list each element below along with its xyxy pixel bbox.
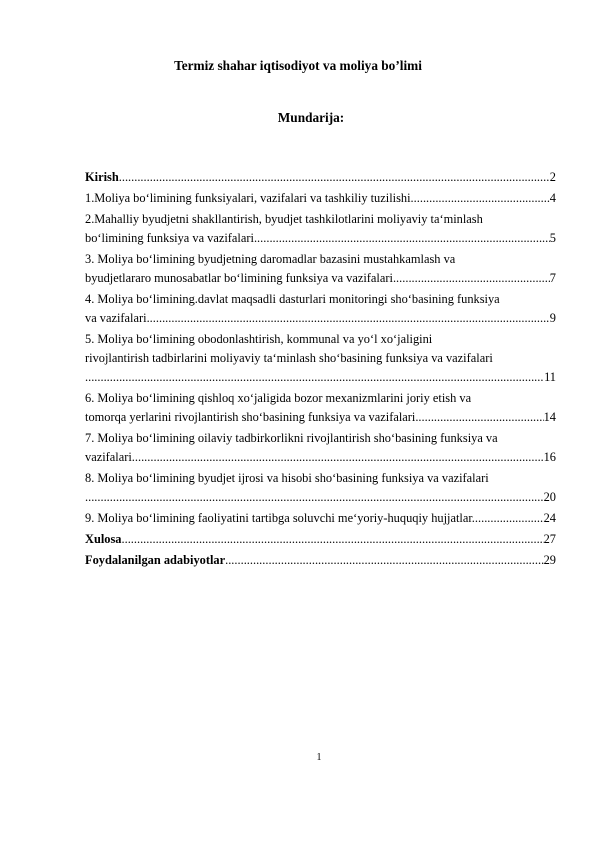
toc-entry[interactable]	[85, 389, 556, 427]
toc-entry[interactable]	[85, 429, 556, 467]
toc-entry-line: 8. Moliya bo‘limining byudjet ijrosi va hisobi sho‘basining funksiya va vazifalari	[85, 471, 489, 485]
toc-entry[interactable]	[85, 168, 556, 187]
toc-entry-leader-line	[85, 551, 556, 570]
toc-entry-title	[85, 309, 550, 328]
toc-page-number: 29	[543, 553, 556, 567]
page-number: 1	[316, 752, 322, 763]
toc-entry-title	[85, 269, 550, 288]
toc-entry-leader-line	[85, 189, 556, 208]
toc-entry-title	[85, 551, 544, 570]
toc-entry-text: 9. Moliya bo‘limining faoliyatini tartibga soluvchi me‘yoriy-huquqiy hujjatlar.	[85, 511, 475, 525]
toc-entry-leader-line	[85, 269, 556, 288]
toc-entry-title	[85, 408, 544, 427]
toc-entry[interactable]	[85, 210, 556, 248]
toc-entry-title	[85, 229, 550, 248]
toc-entry[interactable]	[85, 469, 556, 507]
toc-entry-leader-line	[85, 448, 556, 467]
toc-page-number: 24	[543, 511, 556, 525]
toc-page-number: 14	[543, 410, 556, 424]
toc-entry[interactable]	[85, 530, 556, 549]
toc-entry-line: 7. Moliya bo‘limining oilaviy tadbirkorlikni rivojlantirish sho‘basining funksiya va	[85, 431, 498, 445]
toc-page-number: 11	[544, 370, 556, 384]
toc-entry[interactable]	[85, 189, 556, 208]
toc-entry-line: 6. Moliya bo‘limining qishloq xo‘jaligida bozor mexanizmlarini joriy etish va	[85, 391, 472, 405]
toc-entry-line: 3. Moliya bo‘limining byudjetning daromadlar bazasini mustahkamlash va	[85, 252, 456, 266]
toc-entry-leader-line	[85, 368, 556, 387]
toc-entry-title	[85, 509, 544, 528]
toc-entry-line: 4. Moliya bo‘limining.davlat maqsadli dasturlari monitoringi sho‘basining funksiya	[85, 292, 500, 306]
toc-entry-text: Kirish	[85, 170, 119, 184]
toc-page-number: 2	[549, 170, 556, 184]
toc-page-number: 5	[549, 231, 556, 245]
toc-entry-line: rivojlantirish tadbirlarini moliyaviy ta‘minlash sho‘basining funksiya va vazifalari	[85, 351, 493, 365]
toc-entry-line: 2.Mahalliy byudjetni shakllantirish, byudjet tashkilotlarini moliyaviy ta‘minlash	[85, 212, 483, 226]
toc-entry[interactable]	[85, 509, 556, 528]
toc-entry-text: bo‘limining funksiya va vazifalari	[85, 231, 254, 245]
table-of-contents	[85, 168, 556, 572]
toc-entry-title	[85, 488, 544, 507]
toc-entry-text: byudjetlararo munosabatlar bo‘limining funksiya va vazifalari	[85, 271, 393, 285]
document-title: Termiz shahar iqtisodiyot va moliya bo’limi	[174, 58, 422, 73]
toc-entry-text: tomorqa yerlarini rivojlantirish sho‘basining funksiya va vazifalari.	[85, 410, 419, 424]
toc-entry-text: Xulosa	[85, 532, 122, 546]
toc-entry-leader-line	[85, 309, 556, 328]
toc-entry-leader-line	[85, 168, 556, 187]
toc-page-number: 27	[543, 532, 556, 546]
toc-entry[interactable]	[85, 551, 556, 570]
toc-entry-leader-line	[85, 509, 556, 528]
toc-page-number: 7	[549, 271, 556, 285]
toc-entry-title	[85, 189, 550, 208]
toc-entry-title	[85, 168, 550, 187]
toc-page-number: 4	[549, 191, 556, 205]
toc-entry-title	[85, 448, 544, 467]
toc-entry-leader-line	[85, 488, 556, 507]
toc-entry-title	[85, 368, 544, 387]
toc-entry-line: 5. Moliya bo‘limining obodonlashtirish, kommunal va yo‘l xo‘jaligini	[85, 332, 433, 346]
toc-entry[interactable]	[85, 290, 556, 328]
toc-page-number: 16	[543, 450, 556, 464]
toc-entry-text: Foydalanilgan adabiyotlar	[85, 553, 226, 567]
toc-entry-text: va vazifalari	[85, 311, 147, 325]
toc-heading: Mundarija:	[277, 110, 345, 125]
toc-entry-leader-line	[85, 408, 556, 427]
toc-entry-text: vazifalari	[85, 450, 132, 464]
toc-page-number: 20	[543, 490, 556, 504]
toc-entry-title	[85, 530, 544, 549]
toc-page-number: 9	[549, 311, 556, 325]
toc-entry[interactable]	[85, 330, 556, 387]
toc-entry-text: 1.Moliya bo‘limining funksiyalari, vazifalari va tashkiliy tuzilishi	[85, 191, 411, 205]
toc-entry-leader-line	[85, 530, 556, 549]
toc-entry-leader-line	[85, 229, 556, 248]
toc-entry[interactable]	[85, 250, 556, 288]
